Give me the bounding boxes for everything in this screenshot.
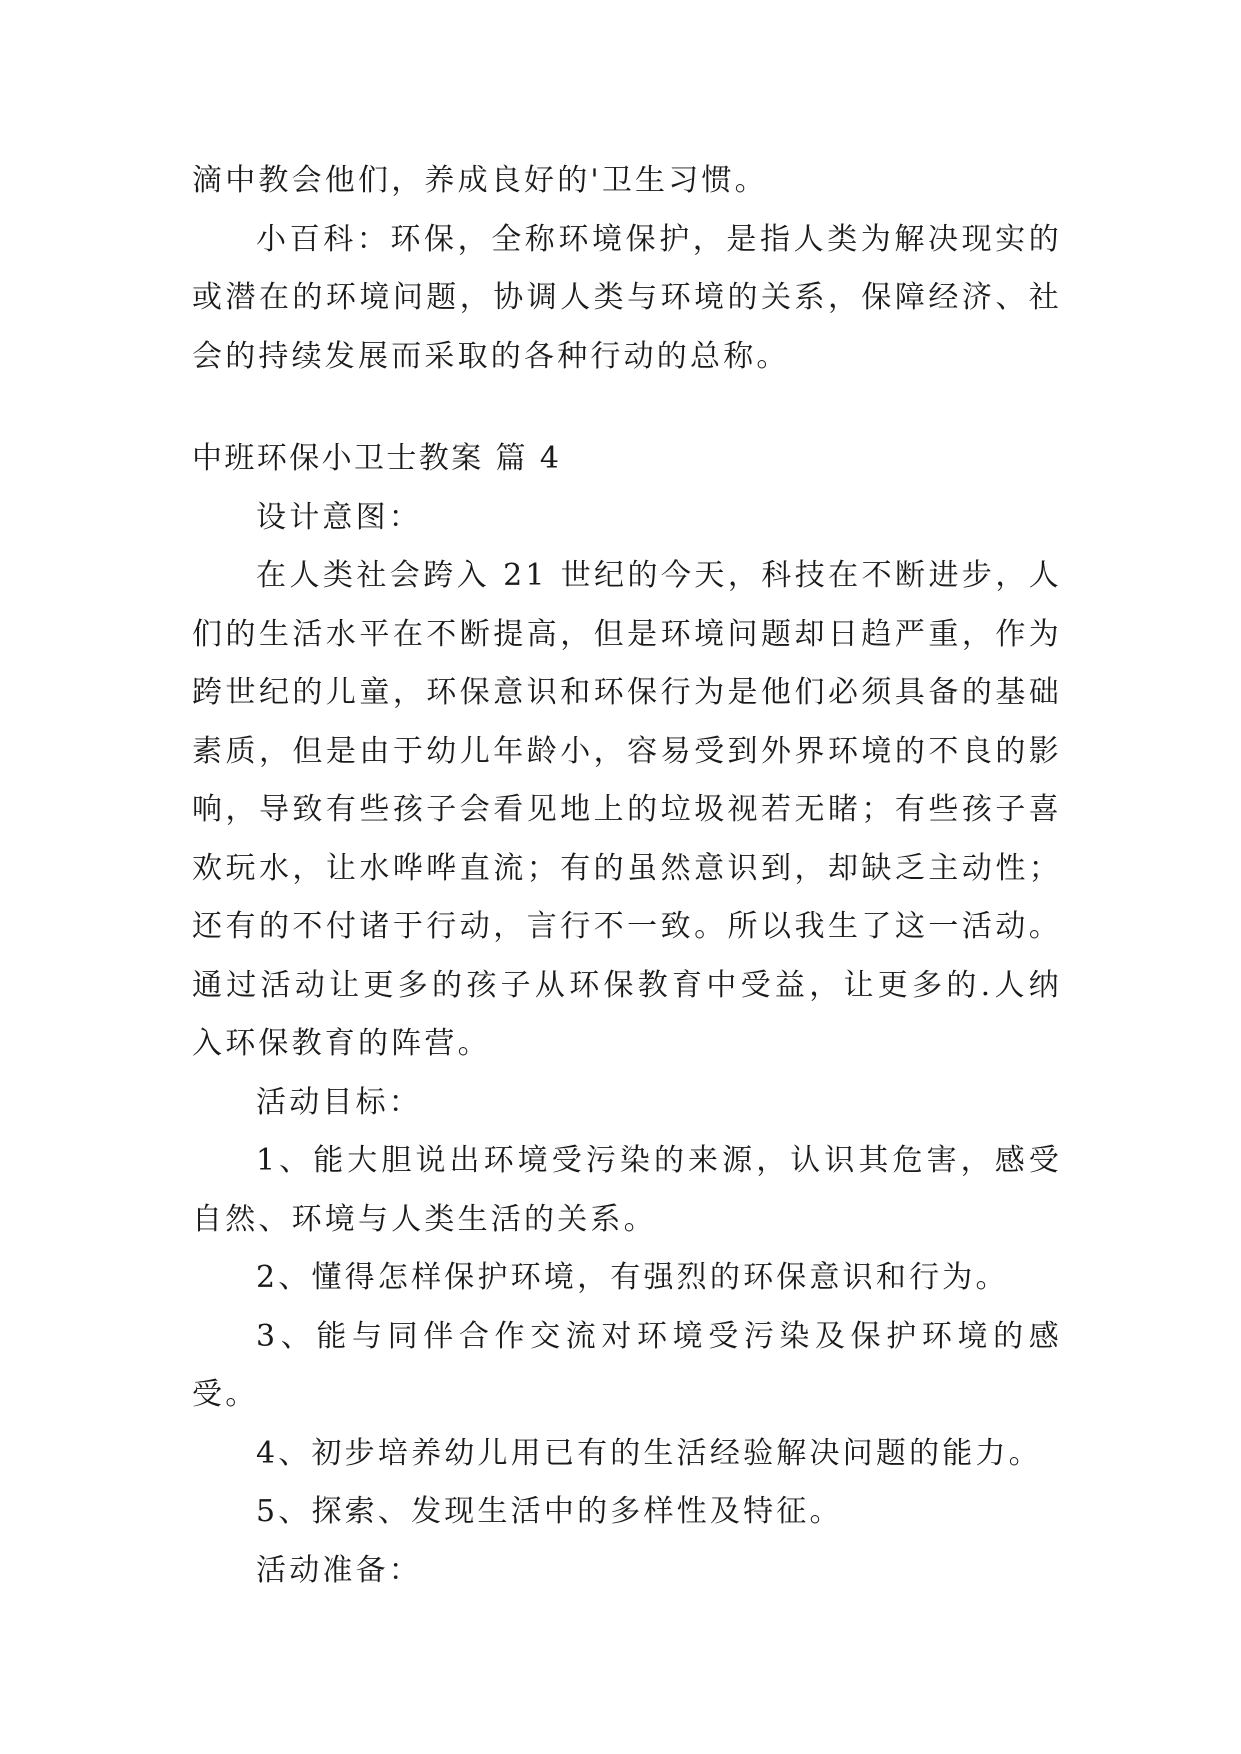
section-title: 中班环保小卫士教案 篇 4 [192,441,562,476]
design-intent-heading: 设计意图： [256,499,422,535]
goal-item-1: 1、能大胆说出环境受污染的来源，认识其危害，感受自然、环境与人类生活的关系。 [192,1143,1062,1237]
preparation-heading: 活动准备： [256,1552,422,1588]
goals-heading: 活动目标： [256,1084,422,1120]
goal-item-5: 5、探索、发现生活中的多样性及特征。 [256,1494,843,1529]
goal-item-3: 3、能与同伴合作交流对环境受污染及保护环境的感受。 [192,1318,1062,1412]
continued-paragraph: 滴中教会他们，养成良好的'卫生习惯。 [192,163,768,198]
design-intent-body: 在人类社会跨入 21 世纪的今天，科技在不断进步，人们的生活水平在不断提高，但是环境问题却日趋严重，作为跨世纪的儿童，环保意识和环保行为是他们必须具备的基础素质，但是由于幼儿年龄小，容易受到外界环境的不良的影响，导致有些孩子会看见地上的垃圾视若无睹；有些孩子喜欢玩水，让水哗哗直流；有的虽然意识到，却缺乏主动性；还有的不付诸于行动，言行不一致。所以我生了这一活动。通过活动让更多的孩子从环保教育中受益，让更多的.人纳入环保教育的阵营。 [192,558,1062,1061]
encyclopedia-note: 小百科：环保，全称环境保护，是指人类为解决现实的或潜在的环境问题，协调人类与环境的关系，保障经济、社会的持续发展而采取的各种行动的总称。 [192,221,1062,374]
section-spacer [192,386,1062,430]
goal-item-4: 4、初步培养幼儿用已有的生活经验解决问题的能力。 [256,1435,1042,1471]
goal-item-2: 2、懂得怎样保护环境，有强烈的环保意识和行为。 [256,1260,1009,1295]
document-body [192,152,1062,1600]
